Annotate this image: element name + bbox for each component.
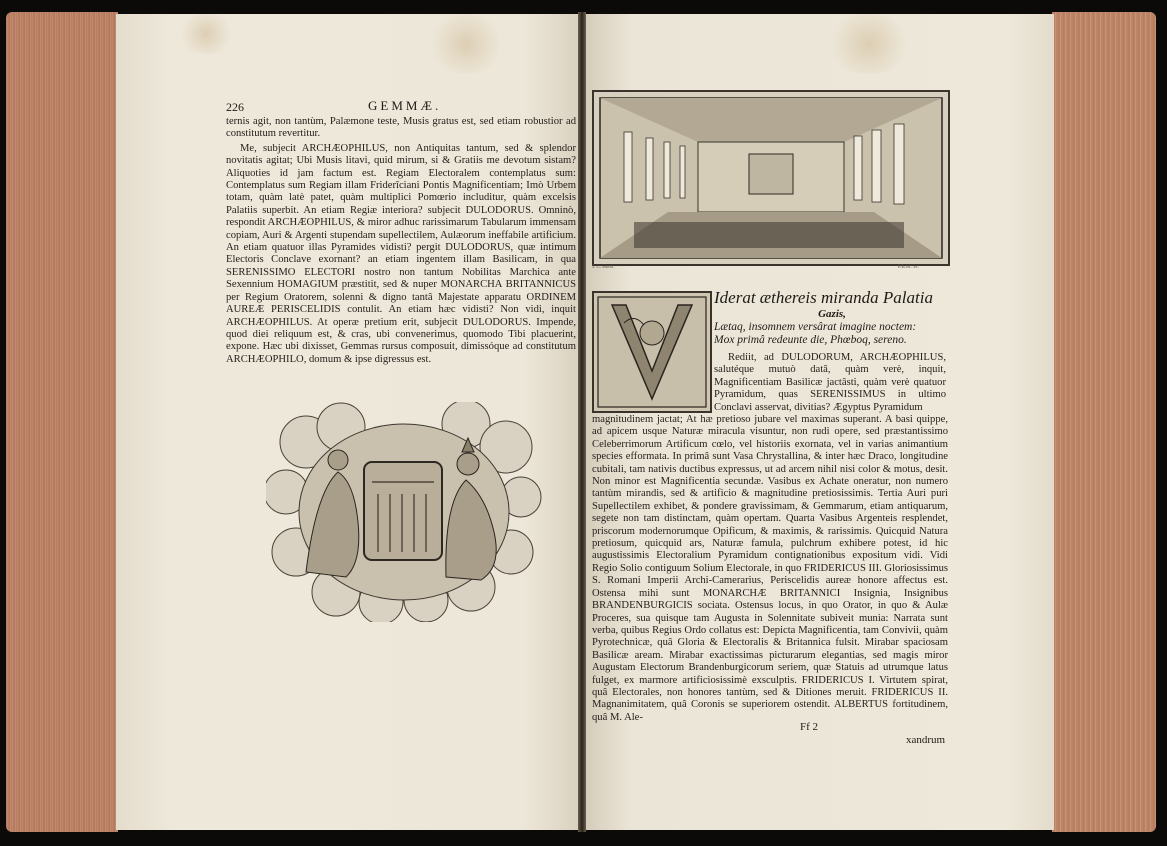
verse-line-2: Gazis, — [818, 308, 846, 320]
decorated-initial-v — [592, 291, 712, 413]
engraving-caption-right: P.B.M. Sc. — [898, 265, 920, 270]
book-gutter — [578, 12, 586, 832]
catchword: xandrum — [906, 734, 946, 746]
intro-paragraph-text: Rediit, ad DULODORUM, ARCHÆOPHILUS, salutéque mutuò datâ, quàm verè, inquit, Magnificentiam Basilicæ jactâsti, quàm verè quatuor Pyramidum, quas SERENISSIMUS in ultimo Conclavi asservat, divitias? Ægyptus Pyramidum — [714, 352, 946, 413]
allegorical-vignette — [266, 402, 542, 622]
running-head: GEMMÆ. — [368, 98, 442, 113]
left-body-text — [226, 116, 576, 368]
verse-line-1: Iderat æthereis miranda Palatia — [714, 288, 933, 307]
signature-mark: Ff 2 — [800, 721, 819, 733]
verse-line-3: Lætaq, insomnem versârat imagine noctem: — [714, 321, 917, 333]
right-body-text — [592, 414, 948, 726]
engraving-basilica-hall — [592, 90, 950, 266]
opening-verse — [714, 288, 950, 347]
right-body-paragraph: magnitudinem jactat; At hæ pretioso jubare vel maximas superant. A basi quippe, ad apicem usque Naturæ miracula visuntur, non rudi opere, sed præstantissimo Celeberrimorum Artificum cœlo, vel historiis exornata, vel in varias animantium species efformata. In primâ sunt Vasa Chrystallina, & inter hæc Draco, longitudine cubitali, tam nativis ductibus expressus, ut ad arcem nihil nisi color & motus, desit. Non minor est Magnificentia secundæ. Vasibus ex Achate oneratur, non numero tantùm mirandis, sed & artificio & magnitudine pretiosissimis. Tertia Auri puri Supellectilem exhibet, & pondere gravissimam, & Gemmarum, etiam antiquarum, segete non tam distinctam, quàm opertam. Quarta Vasibus Argenteis resplendet, priscorum modernorumque Opificum, & maximis, & rarissimis. Quicquid Natura pretiosum, quicquid ars, Naturæ famula, pulchrum exhibere potest, id hic augustissimis Electoralium Pyramidum contignationibus expositum vidi. Vidi Regio Solio contiguum Solium Electorale, in quo FRIDERICUS III. Gloriosissimus S. Romani Imperii Archi-Camerarius, Periscelidis aureæ honore affectus est. Ostensa mihi sunt MONARCHÆ BRITANNICI Insignia, Insignibus BRANDENBURGICIS sociata. Ostensus locus, in quo Orator, in quo & Aulæ Proceres, sua quisque tam Augusta in Solennitate subiveit munia: Narrata sunt verba, quibus Regius Ordo collatus est: Depicta Magnificentia, tam Convivii, quàm Pyrotechnicæ, quâ Gloria & Electoralis & Britannica fulsit. Mirabar spaciosam Basilicæ aream. Mirabar exactissimas picturarum elegantias, sed magis miror Augustam Electorum Brandenburgicorum seriem, quæ Statuis ad utrumque latus fulget, ex marmore artificiosissimè exsculptis. FRIDERICUS I. Virtutem spirat, quâ Electorales, non honores tantùm, sed & Ditiones meruit. FRIDERICUS II. Magnanimitatem, quâ Coronis se superiorem ostendit. ALBERTUS fortitudinem, quâ M. Ale- — [592, 414, 948, 723]
intro-paragraph — [714, 352, 946, 416]
left-fore-edge — [6, 12, 118, 832]
verse-line-4: Mox primâ redeunte die, Phœboq, sereno. — [714, 334, 907, 346]
left-paragraph-2: Me, subjecit ARCHÆOPHILUS, non Antiquitas tantum, sed & splendor novitatis agitat; Ubi Musis litavi, quid mirum, si & Gratiis me devotum sistam? Aliquoties id jam factum est. Regiam Electoralem contemplatus sum: Contemplatus sum Regiam illam Friderīciani Pontis Magnificentiam; Imò Urbem totam, quàm latè patet, quàm multiplici Pomœrio includitur, quàm excelsis Palatiis superbit. An etiam Regiæ interiora? subjecit DULODORUS. Omninò, respondit ARCHÆOPHILUS, & miror adhuc rarissimarum Tabularum immensam copiam, Auri & Argenti stupendam supellectilem, Aulæorum ineffabile artificium. An etiam quatuor illas Pyramides vidisti? pergit DULODORUS, quæ intimum Electoris Conclave exornant? an etiam ingentem illam Basilicam, in qua SERENISSIMO ELECTORI nostro non tantum Nobilitas Marchica ante Sexennium HOMAGIUM præstitit, sed & nuper MONARCHA BRITANNICUS per Regium Oratorem, solenni & digno tantâ Majestate apparatu ORDINEM AUREÆ PERISCELIDIS contulit. An etiam hæc vidisti? Non vidi, inquit ARCHÆOPHILUS. At operæ pretium erit, subjecit DULODORUS. Impende, quod diei reliquum est, & cras, ubi convenerimus, quomodo Tibi placuerint, expone. Hæc ubi dixisset, Gemmas rursus composuit, dimissóque ad constitutum ARCHÆOPHILO, domum & ipse digressus est. — [226, 142, 576, 365]
left-paragraph-1: ternis agit, non tantùm, Palæmone teste, Musis gratus est, sed etiam robustior ad constitutum revertitur. — [226, 116, 576, 140]
right-fore-edge — [1052, 12, 1156, 832]
page-number: 226 — [226, 100, 244, 114]
engraving-caption-left: J. C. Horst — [592, 265, 614, 270]
